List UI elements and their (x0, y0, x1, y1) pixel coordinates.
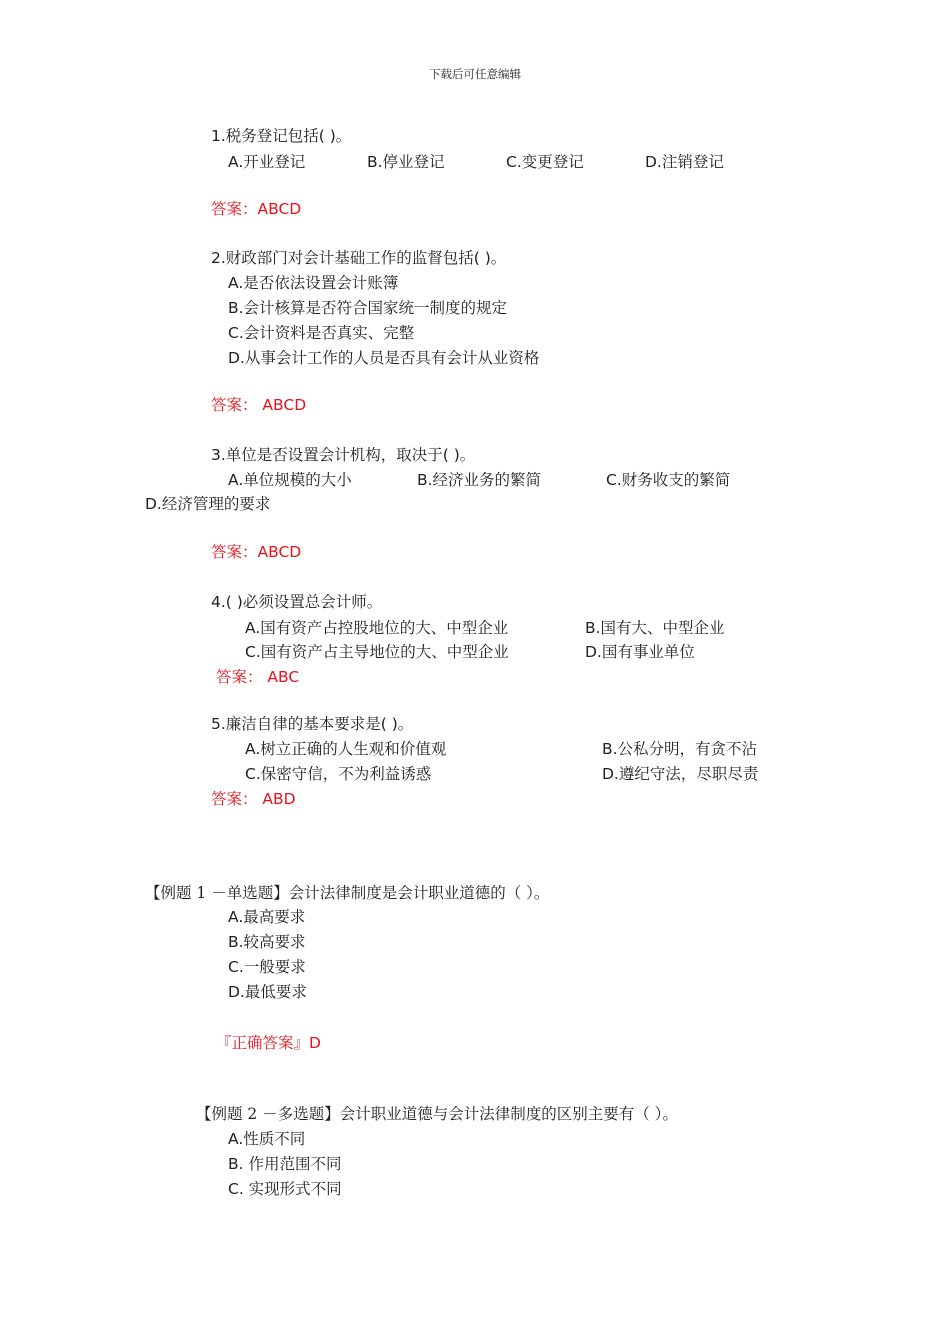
q1-option-a: A.开业登记 (228, 153, 306, 171)
q5-option-b: B.公私分明，有贪不沾 (602, 740, 758, 758)
q1-option-c: C.变更登记 (506, 153, 584, 171)
q4-stem: 4.( )必须设置总会计师。 (211, 593, 383, 611)
example1-option-c: C.一般要求 (228, 958, 306, 976)
example2-option-a: A.性质不同 (228, 1130, 306, 1148)
q1-option-d: D.注销登记 (645, 153, 724, 171)
example1-stem: 【例题 1 －单选题】会计法律制度是会计职业道德的（ ）。 (145, 884, 550, 902)
q2-option-c: C.会计资料是否真实、完整 (228, 324, 415, 342)
q5-stem: 5.廉洁自律的基本要求是( )。 (211, 715, 414, 733)
example1-answer (216, 1033, 321, 1053)
example1-answer-value: D (309, 1034, 321, 1052)
q3-option-b: B.经济业务的繁简 (417, 471, 542, 489)
q2-stem: 2.财政部门对会计基础工作的监督包括( )。 (211, 249, 507, 267)
q3-stem: 3.单位是否设置会计机构，取决于( )。 (211, 446, 476, 464)
q1-option-b: B.停业登记 (367, 153, 445, 171)
example2-option-c: C. 实现形式不同 (228, 1180, 342, 1198)
q4-option-c: C.国有资产占主导地位的大、中型企业 (245, 643, 509, 661)
example1-answer-label: 『正确答案』 (216, 1034, 310, 1052)
q2-option-a: A.是否依法设置会计账簿 (228, 274, 399, 292)
q4-answer: 答案： ABC (216, 668, 300, 686)
q3-option-d: D.经济管理的要求 (145, 495, 271, 513)
q2-option-b: B.会计核算是否符合国家统一制度的规定 (228, 299, 508, 317)
q3-option-c: C.财务收支的繁简 (606, 471, 731, 489)
page-header: 下载后可任意编辑 (429, 67, 521, 81)
q5-answer: 答案： ABD (211, 790, 296, 808)
q4-option-a: A.国有资产占控股地位的大、中型企业 (245, 619, 509, 637)
q5-option-c: C.保密守信，不为利益诱惑 (245, 765, 432, 783)
example2-option-b: B. 作用范围不同 (228, 1155, 342, 1173)
q2-option-d: D.从事会计工作的人员是否具有会计从业资格 (228, 349, 540, 367)
q5-option-d: D.遵纪守法，尽职尽责 (602, 765, 759, 783)
q1-answer: 答案：ABCD (211, 200, 302, 218)
q3-answer: 答案：ABCD (211, 543, 302, 561)
q1-stem: 1.税务登记包括( )。 (211, 127, 352, 145)
q4-option-d: D.国有事业单位 (585, 643, 695, 661)
q5-option-a: A.树立正确的人生观和价值观 (245, 740, 447, 758)
example1-option-b: B.较高要求 (228, 933, 306, 951)
q4-option-b: B.国有大、中型企业 (585, 619, 725, 637)
q3-option-a: A.单位规模的大小 (228, 471, 352, 489)
example1-option-a: A.最高要求 (228, 908, 306, 926)
q2-answer: 答案： ABCD (211, 396, 307, 414)
example2-stem: 【例题 2 －多选题】会计职业道德与会计法律制度的区别主要有（ ）。 (196, 1105, 678, 1123)
example1-option-d: D.最低要求 (228, 983, 307, 1001)
